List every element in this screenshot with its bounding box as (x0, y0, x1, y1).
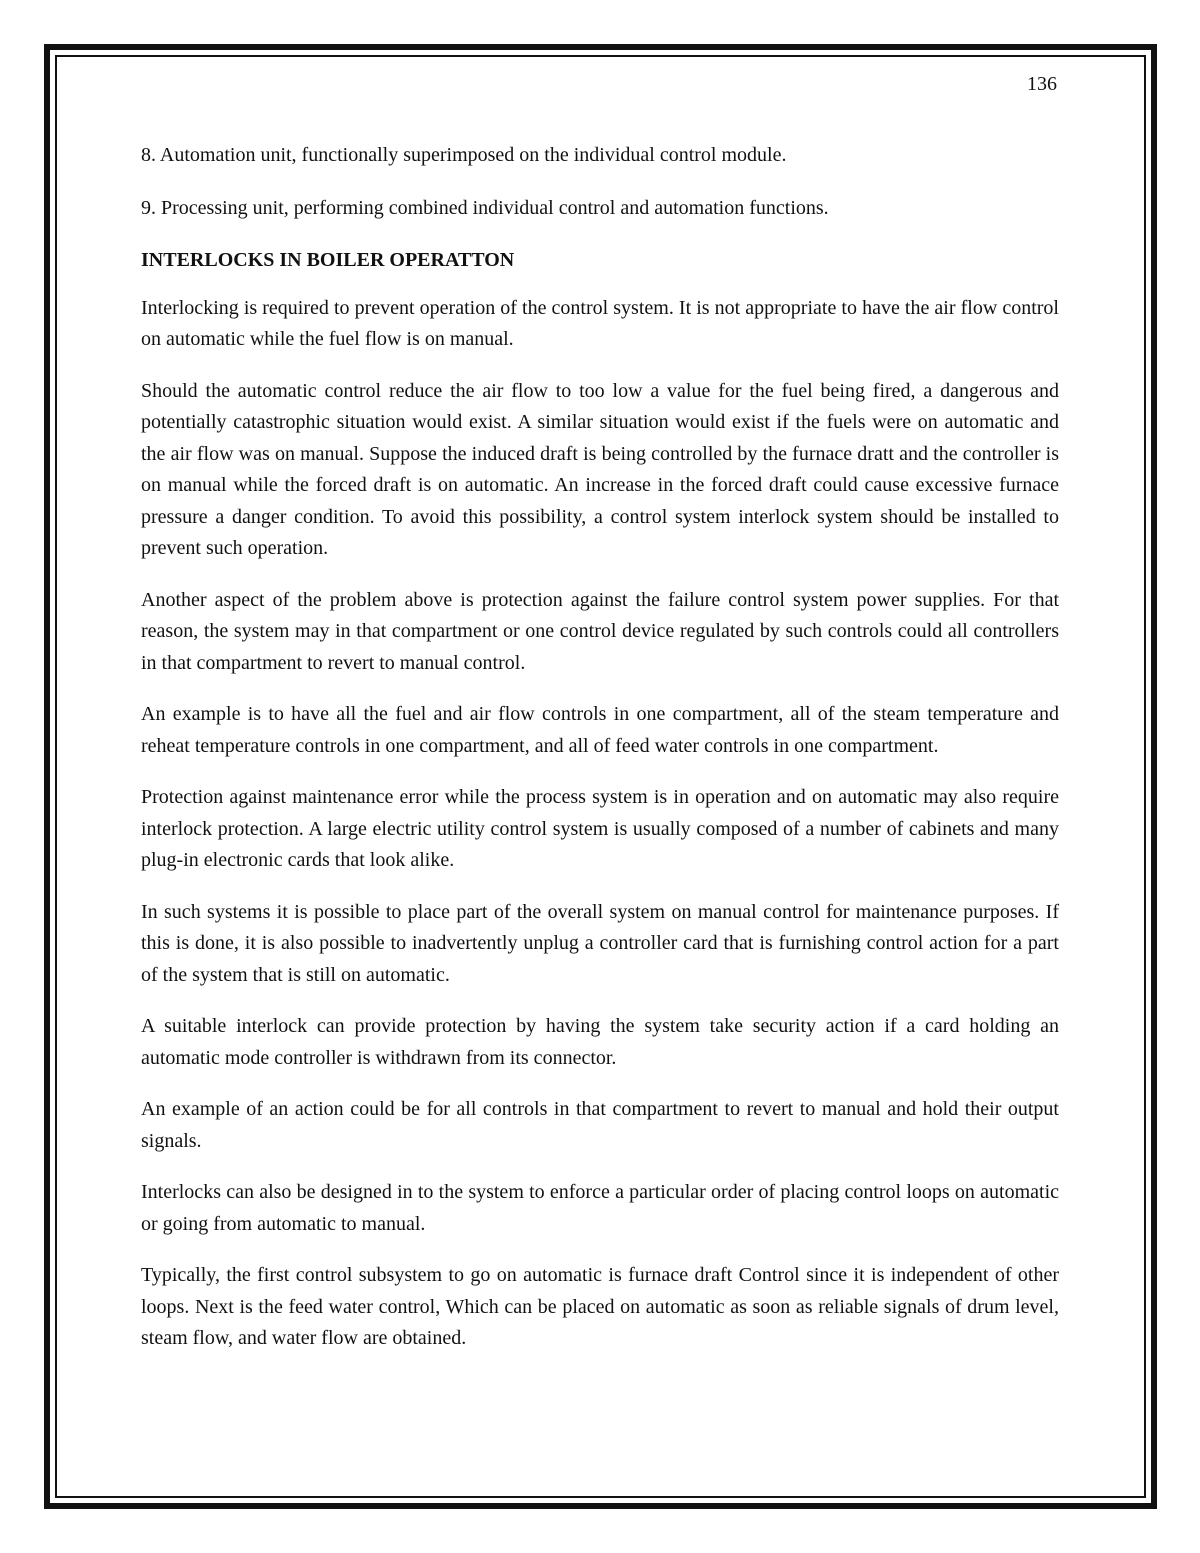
section-heading: INTERLOCKS IN BOILER OPERATTON (141, 249, 515, 271)
page-number: 136 (1027, 73, 1057, 95)
paragraph-suitable-interlock: A suitable interlock can provide protection by having the system take security action if a card holding an automatic mode controller is withdrawn from its connector. (141, 1015, 1059, 1069)
list-item-9: 9. Processing unit, performing combined individual control and automation functions. (141, 196, 829, 219)
page-content (141, 140, 1059, 1375)
paragraph-furnace-draft-first: Typically, the first control subsystem to go on automatic is furnace draft Control since it is independent of other loops. Next is the feed water control, Which can be placed on automatic as soon as reliable signals of drum level, steam flow, and water flow are obtained. (141, 1264, 1059, 1349)
paragraph-manual-maintenance: In such systems it is possible to place part of the overall system on manual control for maintenance purposes. If this is done, it is also possible to inadvertently unplug a controller card that is furnishing control action for a part of the system that is still on automatic. (141, 900, 1059, 986)
paragraph-maintenance-error: Protection against maintenance error while the process system is in operation and on automatic may also require interlock protection. A large electric utility control system is usually composed of a number of cabinets and many plug-in electronic cards that look alike. (141, 786, 1059, 871)
paragraph-air-flow-danger: Should the automatic control reduce the air flow to too low a value for the fuel being fired, a dangerous and potentially catastrophic situation would exist. A similar situation would exist if the fuels were on automatic and the air flow was on manual. Suppose the induced draft is being controlled by the furnace dratt and the controller is on manual while the forced draft is on automatic. An increase in the forced draft could cause excessive furnace pressure a danger condition. To avoid this possibility, a control system interlock system should be installed to prevent such operation. (141, 379, 1059, 559)
paragraph-compartment-example: An example is to have all the fuel and air flow controls in one compartment, all of the steam temperature and reheat temperature controls in one compartment, and all of feed water controls in one compartment. (141, 703, 1059, 757)
paragraph-action-example: An example of an action could be for all controls in that compartment to revert to manual and hold their output signals. (141, 1098, 1059, 1152)
paragraph-interlocking-requirement: Interlocking is required to prevent operation of the control system. It is not appropriate to have the air flow control on automatic while the fuel flow is on manual. (141, 296, 1059, 350)
paragraph-power-supply-failure: Another aspect of the problem above is protection against the failure control system power supplies. For that reason, the system may in that compartment or one control device regulated by such controls could all controllers in that compartment to revert to manual control. (141, 588, 1059, 674)
paragraph-order-enforcement: Interlocks can also be designed in to the system to enforce a particular order of placing control loops on automatic or going from automatic to manual. (141, 1181, 1059, 1235)
list-item-8: 8. Automation unit, functionally superimposed on the individual control module. (141, 144, 787, 166)
